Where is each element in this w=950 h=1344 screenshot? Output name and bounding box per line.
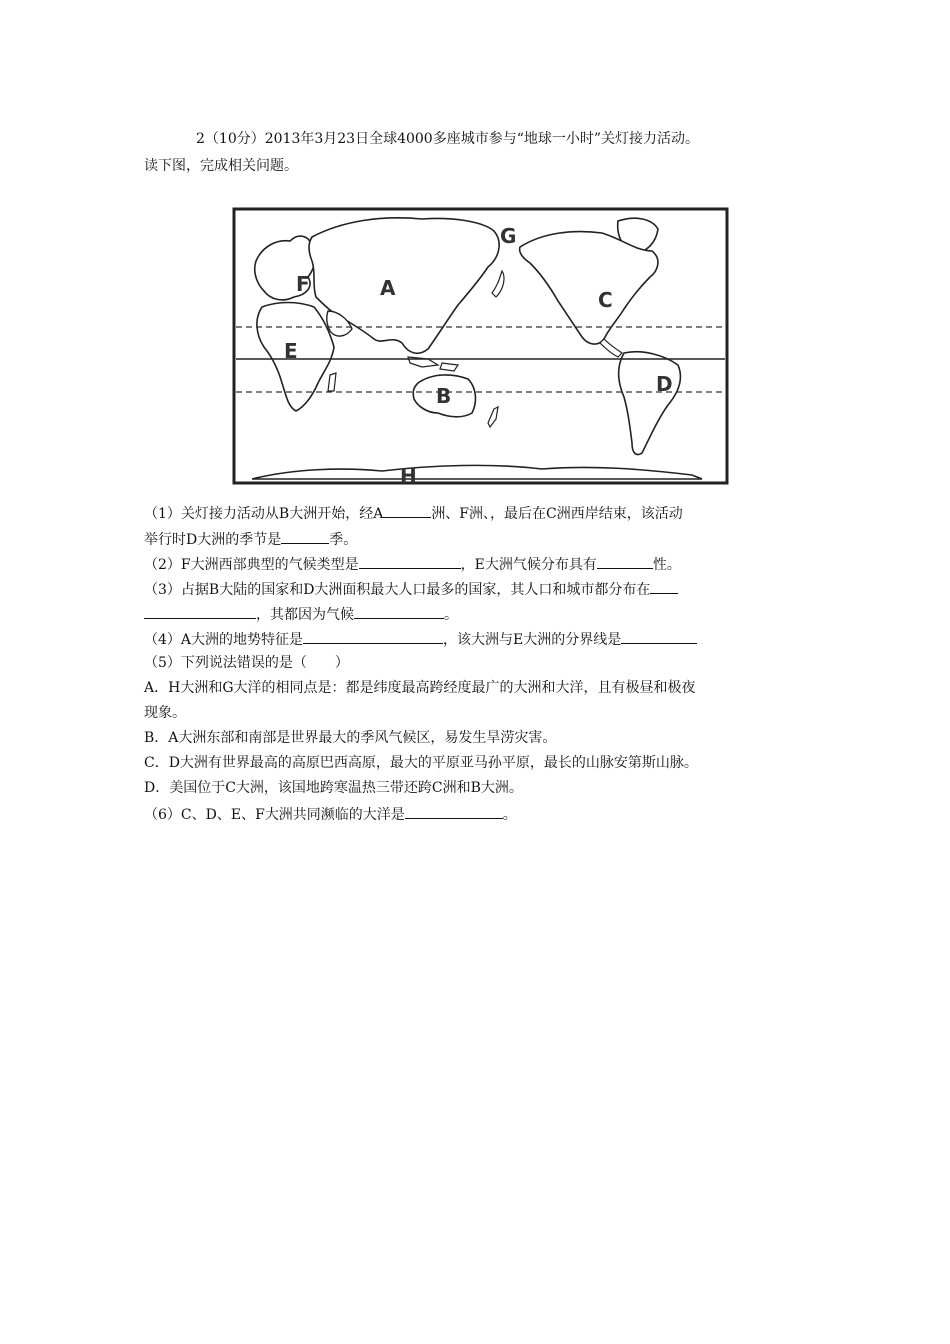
q5-option-b[interactable]: B．A大洲东部和南部是世界最大的季风气候区，易发生旱涝灾害。 — [144, 730, 557, 746]
q1-line1 — [144, 502, 683, 524]
map-label-a: A — [380, 276, 396, 300]
q2-text-a: （2）F大洲西部典型的气候类型是 — [144, 557, 359, 573]
q3-text-a: （3）占据B大陆的国家和D大洲面积最大人口最多的国家，其人口和城市都分布在 — [144, 582, 651, 598]
map-label-c: C — [598, 288, 613, 312]
q1-text-c: 举行时D大洲的季节是 — [144, 532, 282, 548]
q6-text-b: 。 — [502, 807, 517, 823]
q3-line1 — [144, 578, 678, 600]
q5-option-c[interactable]: C．D大洲有世界最高的高原巴西高原，最大的平原亚马孙平原，最长的山脉安第斯山脉。 — [144, 755, 698, 771]
q2-text-c: 性。 — [652, 557, 681, 573]
q2-line — [144, 553, 681, 575]
q1-blank-2[interactable] — [281, 528, 329, 544]
q6-line — [144, 803, 517, 825]
question-intro-line1: 2（10分）2013年3月23日全球4000多座城市参与“地球一小时”关灯接力活动。 — [196, 131, 700, 147]
q4-blank-1[interactable] — [303, 628, 443, 644]
map-label-b: B — [436, 384, 452, 408]
q1-line2 — [144, 528, 357, 550]
world-map-figure — [232, 207, 729, 487]
q2-blank-1[interactable] — [359, 553, 461, 569]
q4-line — [144, 628, 697, 650]
q4-text-b: ，该大洲与E大洲的分界线是 — [443, 632, 622, 648]
q3-text-b: ，其都因为气候 — [256, 607, 354, 623]
q1-text-d: 季。 — [329, 532, 358, 548]
q1-blank-1[interactable] — [383, 502, 431, 518]
q3-blank-1a[interactable] — [650, 578, 678, 594]
q3-blank-1b[interactable] — [144, 603, 256, 619]
question-intro-line2: 读下图，完成相关问题。 — [144, 158, 298, 174]
q3-line2 — [144, 603, 458, 625]
q4-text-a: （4）A大洲的地势特征是 — [144, 632, 304, 648]
q3-text-c: 。 — [444, 607, 458, 623]
q5-stem: （5）下列说法错误的是（ ） — [144, 655, 349, 671]
map-label-d: D — [656, 372, 673, 396]
map-label-e: E — [284, 339, 298, 363]
q2-text-b: ，E大洲气候分布具有 — [460, 557, 597, 573]
q5-option-d[interactable]: D．美国位于C大洲，该国地跨寒温热三带还跨C洲和B大洲。 — [144, 780, 523, 796]
q6-text-a: （6）C、D、E、F大洲共同濒临的大洋是 — [144, 807, 405, 823]
map-label-h: H — [400, 464, 417, 487]
q2-blank-2[interactable] — [597, 553, 653, 569]
map-label-f: F — [296, 272, 310, 296]
q5-option-a-line2: 现象。 — [144, 705, 186, 721]
q3-blank-2[interactable] — [354, 603, 444, 619]
q4-blank-2[interactable] — [621, 628, 697, 644]
q1-text-b: 洲、F洲、，最后在C洲西岸结束，该活动 — [431, 506, 683, 522]
map-label-g: G — [500, 224, 517, 248]
q6-blank[interactable] — [405, 803, 503, 819]
q1-text-a: （1）关灯接力活动从B大洲开始，经A — [144, 506, 384, 522]
q5-option-a-line1[interactable]: A．H大洲和G大洋的相同点是：都是纬度最高跨经度最广的大洲和大洋，且有极昼和极夜 — [144, 680, 696, 696]
